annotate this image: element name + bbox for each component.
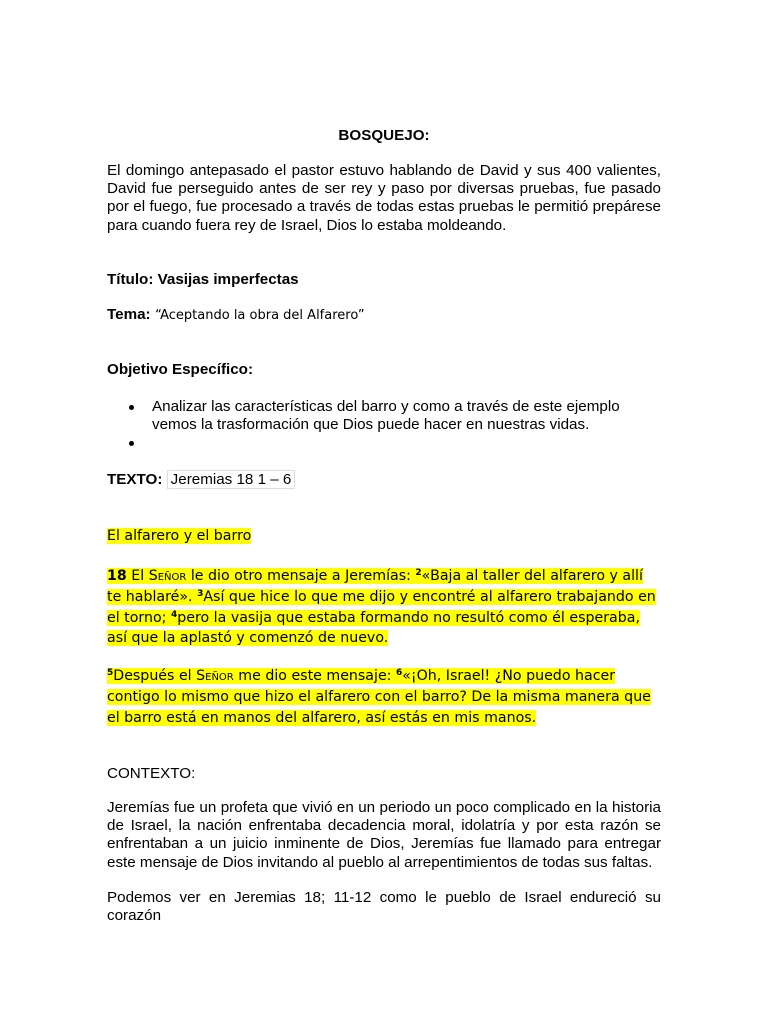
chapter-number: 18 (107, 568, 127, 584)
contexto-heading: CONTEXTO: (107, 765, 196, 782)
verse-number: 5 (107, 668, 114, 678)
list-item (107, 398, 661, 434)
verse-number: 6 (395, 668, 403, 678)
contexto-paragraph-2: Podemos ver en Jeremias 18; 11-12 como le pueblo de Israel endureció su corazón (107, 889, 661, 925)
verse-number: 2 (415, 568, 422, 578)
objetivo-item-text: Analizar las características del barro y como a través de este ejemplo vemos la trasformación que Dios puede hacer en nuestras vidas. (152, 398, 620, 434)
verse-number: 4 (170, 609, 178, 620)
passage-paragraph-1: 18 El Señor le dio otro mensaje a Jeremías: $^2$«Baja al taller del alfarero y allí te hablaré». $^3$Así que hice lo que me dijo y encontré al alfarero trabajando en el torno; $^4$pero la vasija que estaba formando no resultó como él esperaba, así que la aplastó y comenzó de nuevo. (107, 568, 656, 647)
passage-heading: El alfarero y el barro (107, 528, 252, 544)
texto-line (107, 470, 661, 489)
sermon-title: Título: Vasijas imperfectas (107, 271, 299, 288)
bullet-icon (129, 405, 134, 410)
document-title: BOSQUEJO: (338, 127, 430, 144)
scripture-reference: Jeremias 18 1 – 6 (167, 470, 296, 489)
lord-text: Señor (148, 568, 187, 584)
tema-label: Tema: (107, 306, 151, 323)
texto-label: TEXTO: (107, 471, 163, 488)
bullet-icon (129, 441, 134, 446)
tema-value: “Aceptando la obra del Alfarero” (155, 308, 365, 323)
lord-text: Señor (196, 668, 234, 684)
objetivo-heading: Objetivo Específico: (107, 361, 254, 378)
contexto-paragraph-1: Jeremías fue un profeta que vivió en un periodo un poco complicado en la historia de Israel, la nación enfrentaba decadencia moral, idolatría y por esta razón se enfrentaban a un juicio inminente de Dios, Jeremías fue llamado para entregar este mensaje de Dios invitando al pueblo al arrepentimientos de todas sus faltas. (107, 799, 661, 871)
objetivo-list (107, 398, 661, 452)
list-item (107, 434, 661, 452)
verse-number: 3 (197, 588, 204, 599)
intro-paragraph: El domingo antepasado el pastor estuvo hablando de David y sus 400 valientes, David fue perseguido antes de ser rey y paso por diversas pruebas, fue pasado por el fuego, fue procesado a través de todas estas pruebas le permitió prepárese para cuando fuera rey de Israel, Dios lo estaba moldeando. (107, 162, 661, 234)
passage-paragraph-2: $^5$Después el Señor me dio este mensaje: $^6$«¡Oh, Israel! ¿No puedo hacer contigo lo mismo que hizo el alfarero con el barro? De la misma manera que el barro está en manos del alfarero, así estás en mis manos. (107, 668, 651, 726)
passage-heading-line (107, 526, 661, 547)
tema-line (107, 305, 661, 326)
